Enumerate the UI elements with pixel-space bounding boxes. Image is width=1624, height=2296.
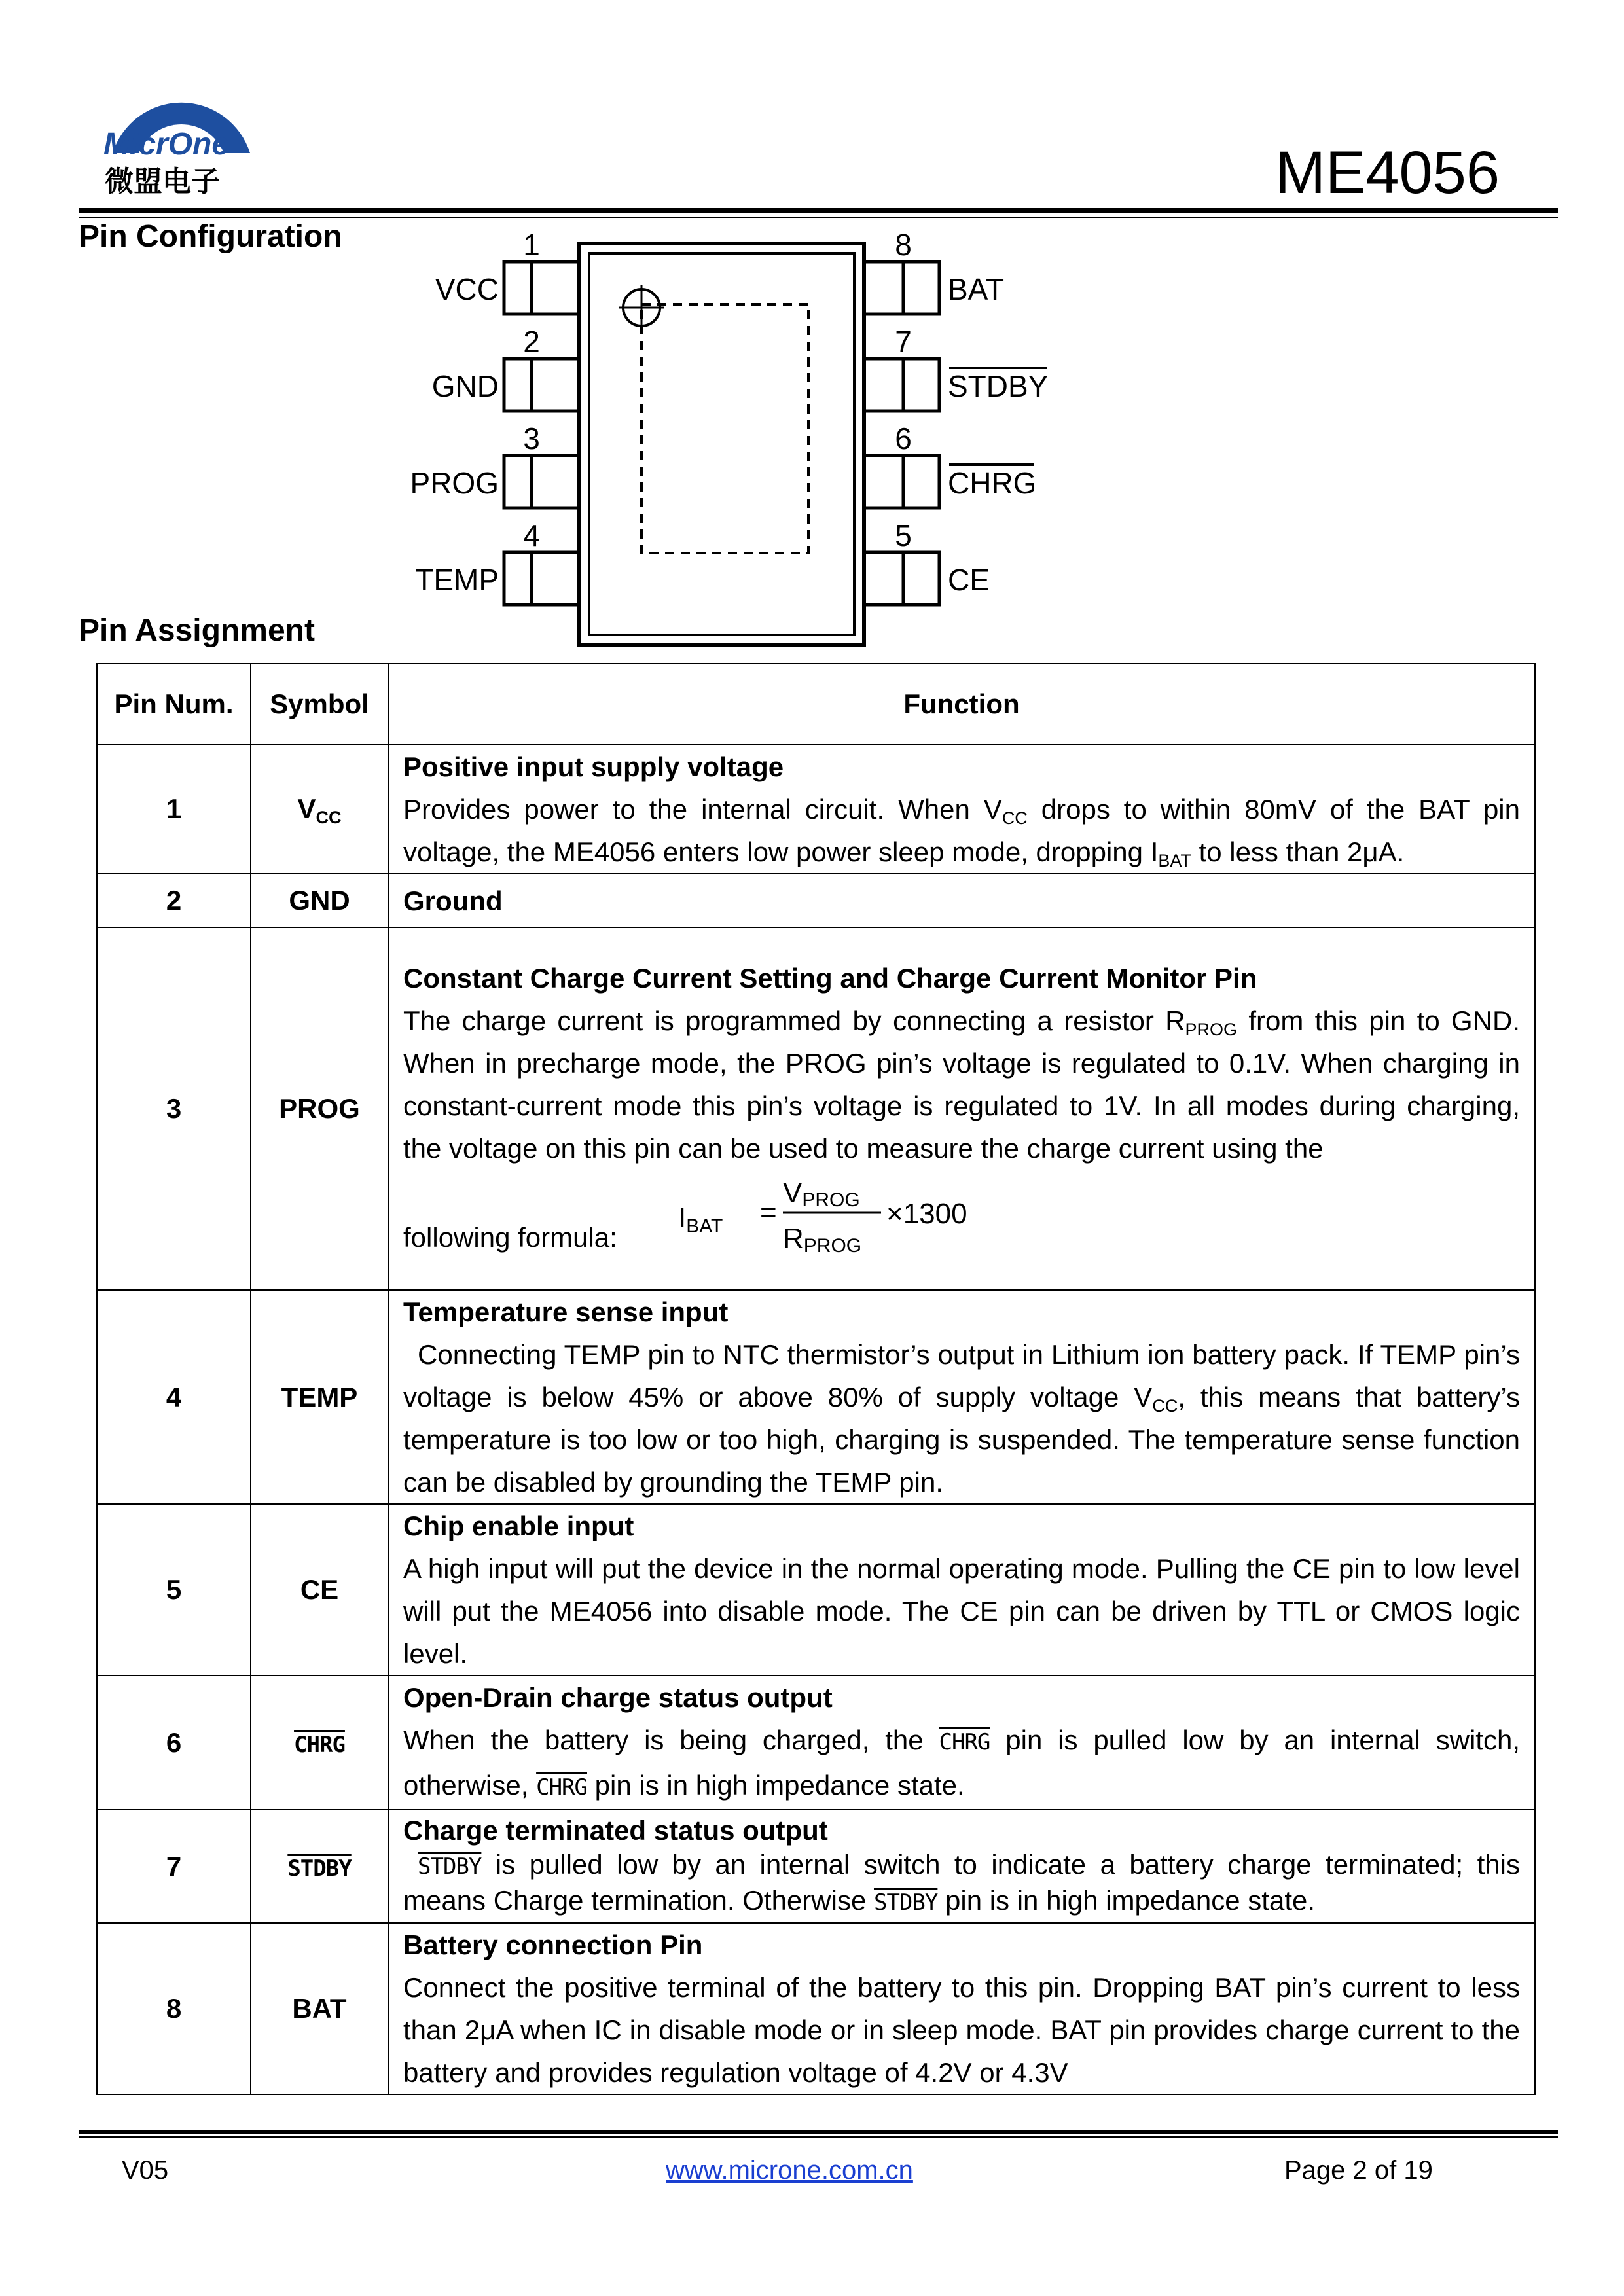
function-title: Open-Drain charge status output: [403, 1682, 833, 1713]
svg-text:=: =: [760, 1196, 777, 1229]
logo-cn-text: 微盟电子: [105, 165, 220, 198]
pin-label-ce: CE: [948, 563, 990, 597]
pin-function: [388, 927, 1535, 1290]
pin-label-vcc: VCC: [435, 272, 499, 306]
left-pin-1: [504, 262, 579, 314]
pin-diagram: [393, 223, 1113, 655]
table-row: [97, 744, 1535, 874]
pin-assignment-title: Pin Assignment: [79, 613, 315, 648]
footer-page-number: Page 2 of 19: [1284, 2156, 1433, 2185]
pin-num: 3: [97, 927, 251, 1290]
svg-text:VPROG: VPROG: [783, 1176, 860, 1211]
pin-num: 8: [97, 1923, 251, 2094]
pin-configuration-title: Pin Configuration: [79, 219, 342, 254]
function-title: Constant Charge Current Setting and Charge Current Monitor Pin: [403, 962, 1257, 994]
formula-row: [403, 1170, 1520, 1261]
table-row: [97, 1504, 1535, 1676]
header-function: Function: [388, 664, 1535, 744]
pin-number-4: 4: [523, 518, 540, 552]
table-row: [97, 1290, 1535, 1504]
pin-label-stdby: STDBY: [948, 369, 1049, 403]
microne-logo: [99, 68, 257, 199]
pin-label-prog: PROG: [410, 466, 499, 500]
table-row: [97, 1676, 1535, 1810]
package-inner-outline: [589, 253, 854, 635]
pin-num: 2: [97, 874, 251, 927]
pin-function: [388, 874, 1535, 927]
pin-function: [388, 1676, 1535, 1810]
function-body: STDBY is pulled low by an internal switch to indicate a battery charge terminated; this means Charge termination. Otherwise STDBY pin is in high impedance state.: [403, 1848, 1520, 1916]
table-row: [97, 1810, 1535, 1923]
pin-symbol: CE: [251, 1504, 388, 1676]
left-pin-2: [504, 359, 579, 411]
pin-function: [388, 1923, 1535, 2094]
function-body: Connecting TEMP pin to NTC thermistor’s output in Lithium ion battery pack. If TEMP pin’s voltage is below 45% or above 80% of supply voltage $V_{CC}$, this means that battery’s temperature is too low or too high, charging is suspended. The temperature sense function can be disabled by grounding the TEMP pin.: [403, 1339, 1520, 1498]
pin-symbol: CHRG: [251, 1676, 388, 1810]
formula-lead: following formula:: [403, 1221, 617, 1253]
pin-num: 6: [97, 1676, 251, 1810]
pin-symbol: $V_{CC}$: [251, 744, 388, 874]
pin-number-2: 2: [523, 325, 540, 359]
pin-label-gnd: GND: [431, 369, 499, 403]
function-title: Temperature sense input: [403, 1297, 729, 1327]
pin-function: [388, 1504, 1535, 1676]
header-symbol: Symbol: [251, 664, 388, 744]
function-body: A high input will put the device in the normal operating mode. Pulling the CE pin to low level will put the ME4056 into disable mode. The CE pin can be driven by TTL or CMOS logic level.: [403, 1553, 1520, 1669]
footer-rule: [79, 2130, 1558, 2134]
pin-label-chrg: CHRG: [948, 466, 1037, 500]
svg-text:RPROG: RPROG: [783, 1222, 862, 1257]
footer-url-link[interactable]: www.microne.com.cn: [666, 2156, 913, 2185]
pin-function: [388, 1290, 1535, 1504]
function-body: The charge current is programmed by connecting a resistor $R_{PROG}$ from this pin to GND. When in precharge mode, the PROG pin’s voltage is regulated to 0.1V. When charging in constant-current mode this pin’s voltage is regulated to 1V. In all modes during charging, the voltage on this pin can be used to measure the charge current using the: [403, 1005, 1521, 1164]
pin-symbol: PROG: [251, 927, 388, 1290]
pin-num: 1: [97, 744, 251, 874]
exposed-pad: [641, 304, 808, 553]
header-rule-thin: [79, 217, 1558, 218]
function-body: Connect the positive terminal of the battery to this pin. Dropping BAT pin’s current to less than 2μA when IC in disable mode or in sleep mode. BAT pin provides charge current to the battery and provides regulation voltage of 4.2V or 4.3V: [403, 1972, 1520, 2088]
pin-assignment-table: [96, 663, 1536, 2095]
pin-num: 7: [97, 1810, 251, 1923]
header-pin-num: Pin Num.: [97, 664, 251, 744]
pin-number-1: 1: [523, 228, 540, 262]
function-title: Chip enable input: [403, 1511, 634, 1541]
pin-function: [388, 1810, 1535, 1923]
left-pin-3: [504, 456, 579, 508]
pin-symbol: BAT: [251, 1923, 388, 2094]
pin-label-bat: BAT: [948, 272, 1005, 306]
left-pin-4: [504, 552, 579, 605]
function-body: When the battery is being charged, the CHRG pin is pulled low by an internal switch, otherwise, CHRG pin is in high impedance state.: [403, 1725, 1520, 1801]
svg-text:IBAT: IBAT: [678, 1201, 723, 1237]
logo-text: MicrOne: [103, 127, 230, 162]
function-title: Positive input supply voltage: [403, 751, 784, 782]
pin-number-7: 7: [895, 325, 912, 359]
function-title: Battery connection Pin: [403, 1929, 703, 1960]
pin-symbol: GND: [251, 874, 388, 927]
pin-symbol: STDBY: [251, 1810, 388, 1923]
part-number: ME4056: [1275, 139, 1500, 206]
pin-label-temp: TEMP: [415, 563, 499, 597]
function-title: Charge terminated status output: [403, 1814, 828, 1846]
footer-version: V05: [122, 2156, 169, 2185]
function-body: Provides power to the internal circuit. When $V_{CC}$ drops to within 80mV of the BAT pin voltage, the ME4056 enters low power sleep mode, dropping $I_{BAT}$ to less than 2μA.: [403, 793, 1520, 870]
table-row: [97, 927, 1535, 1290]
table-header-row: [97, 664, 1535, 744]
table-row: [97, 874, 1535, 927]
pin-number-5: 5: [895, 518, 912, 552]
pin-number-3: 3: [523, 422, 540, 456]
pin-num: 4: [97, 1290, 251, 1504]
header-rule: [79, 208, 1558, 213]
footer-rule-thin: [79, 2136, 1558, 2138]
function-title: Ground: [403, 885, 503, 916]
pin-function: [388, 744, 1535, 874]
svg-text:×1300: ×1300: [886, 1197, 967, 1230]
ibat-formula: [678, 1170, 1019, 1261]
table-row: [97, 1923, 1535, 2094]
pin-number-8: 8: [895, 228, 912, 262]
pin-symbol: TEMP: [251, 1290, 388, 1504]
pin-number-6: 6: [895, 422, 912, 456]
pin-num: 5: [97, 1504, 251, 1676]
